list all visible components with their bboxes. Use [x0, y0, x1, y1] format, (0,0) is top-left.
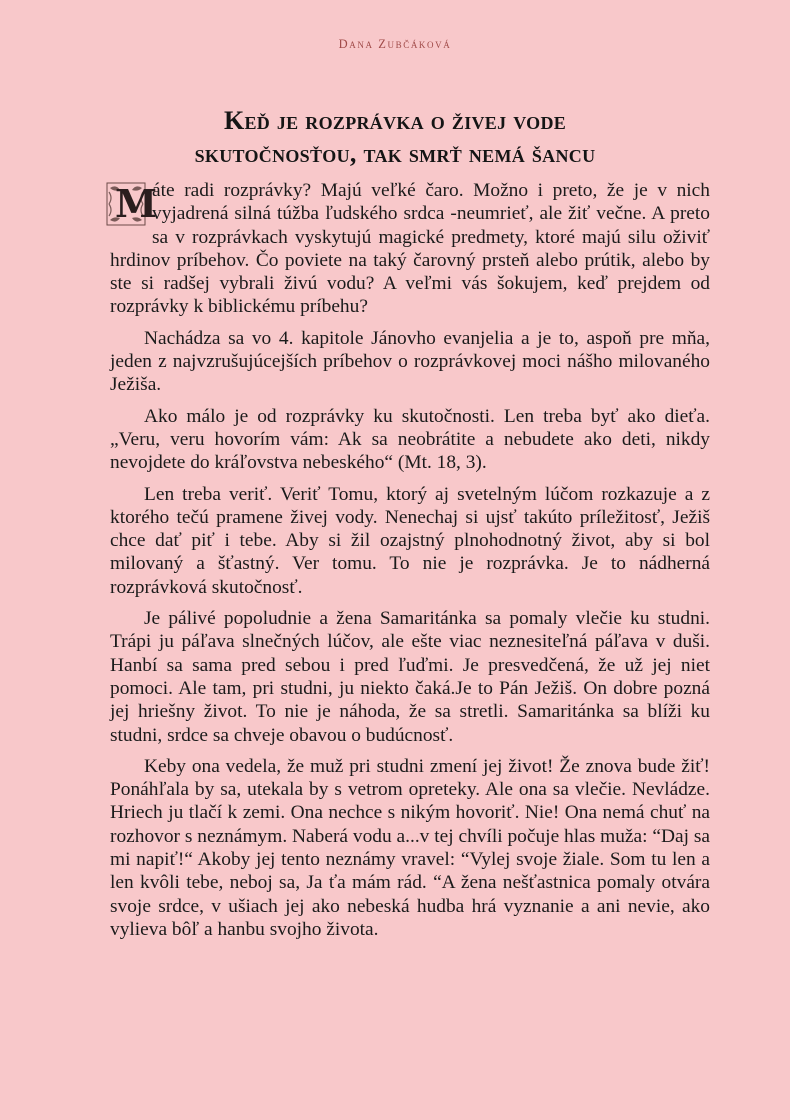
- paragraph-3: Ako málo je od rozprávky ku skutočnosti. Len treba byť ako dieťa. „Veru, veru hovorím vám: Ak sa neobrátite a nebudete ako deti, nikdy nevojdete do kráľovstva nebeského“ (Mt. 18, 3).: [110, 405, 710, 474]
- running-head-author: Dana Zubčáková: [338, 37, 452, 51]
- drop-cap-letter: M: [115, 181, 158, 226]
- paragraph-1: [110, 179, 710, 319]
- article-title: [60, 104, 730, 170]
- paragraph-4: Len treba veriť. Veriť Tomu, ktorý aj svetelným lúčom rozkazuje a z ktorého tečú pramene živej vody. Nenechaj si ujsť takúto príležitosť, Ježiš chce dať piť i tebe. Aby si žil ozajstný plnohodnotný život, aby si bol milovaný a šťastný. Ver tomu. To nie je rozprávka. Je to nádherná rozprávková skutočnosť.: [110, 483, 710, 598]
- paragraph-6: Keby ona vedela, že muž pri studni zmení jej život! Že znova bude žiť! Ponáhľala by sa, utekala by s vetrom opreteky. Ale ona sa vlečie. Nevládze. Hriech ju tlačí k zemi. Ona nechce s nikým hovoriť. Nie! Ona nemá chuť na rozhovor s neznámym. Naberá vodu a...v tej chvíli počuje hlas muža: “Daj sa mi napiť!“ Akoby jej tento neznámy vravel: “Vylej svoje žiale. Som tu len a len kvôli tebe, neboj sa, Ja ťa mám rád. “A žena nešťastnica pomaly otvára svoje srdce, v ušiach jej ako nebeská hudba hrá vyznanie a ani nevie, ako vylieva bôľ a hanbu svojho života.: [110, 755, 710, 940]
- article-title-line-2: skutočnosťou, tak smrť nemá šancu: [194, 139, 596, 168]
- paragraph-1-text: áte radi rozprávky? Majú veľké čaro. Možno i preto, že je v nich vyjadrená silná túžba ľudského srdca -neumrieť, ale žiť večne. A preto sa v rozprávkach vyskytujú magické predmety, ktoré majú silu oživiť hrdinov príbehov. Čo poviete na taký čarovný prsteň alebo prútik, alebo by ste si radšej vybrali živú vodu? A veľmi vás šokujem, keď prejdem od rozprávky k biblickému príbehu?: [110, 180, 710, 318]
- article-title-line-1: Keď je rozprávka o živej vode: [223, 106, 567, 135]
- article-body: [110, 179, 710, 949]
- paragraph-5: Je pálivé popoludnie a žena Samaritánka sa pomaly vlečie ku studni. Trápi ju páľava slnečných lúčov, ale ešte viac neznesiteľná páľava v duši. Hanbí sa sama pred sebou i pred ľuďmi. Je presvedčená, že už jej niet pomoci. Ale tam, pri studni, ju niekto čaká.Je to Pán Ježiš. On dobre pozná jej hriešny život. To nie je náhoda, že sa stretli. Samaritánka sa blíži ku studni, srdce sa chveje obavou o budúcnosť.: [110, 608, 710, 746]
- drop-cap: [106, 181, 158, 226]
- paragraph-2: Nachádza sa vo 4. kapitole Jánovho evanjelia a je to, aspoň pre mňa, jeden z najvzrušujúcejších príbehov o rozprávkovej moci nášho milovaného Ježiša.: [110, 327, 710, 396]
